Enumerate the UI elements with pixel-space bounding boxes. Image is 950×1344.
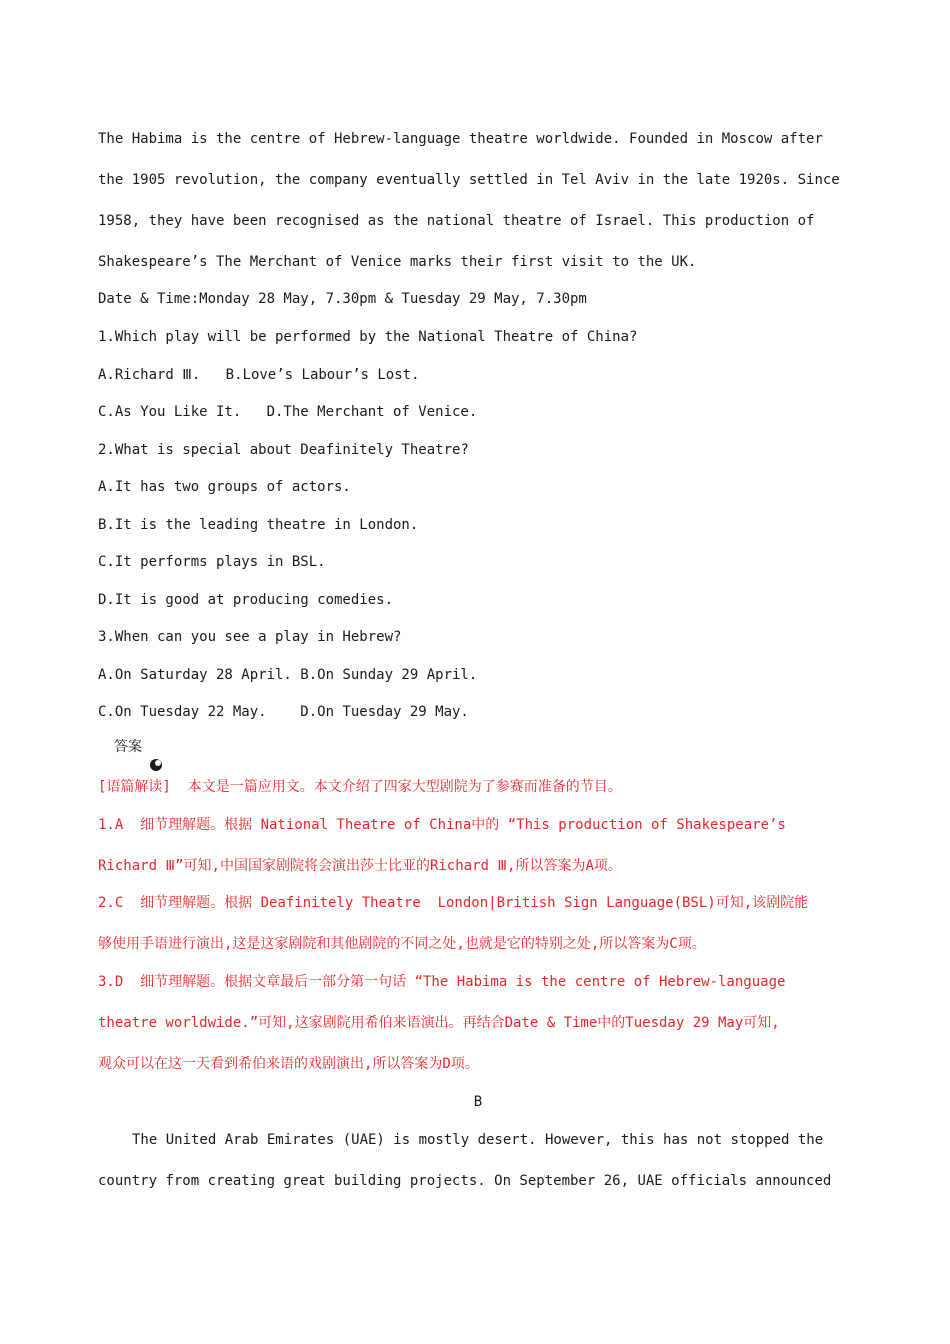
answer-1-line-1: 1.A 细节理解题。根据 National Theatre of China中的 “This production of Shakespeare’s <box>98 817 786 833</box>
date-time-line: Date & Time:Monday 28 May, 7.30pm & Tuesday 29 May, 7.30pm <box>98 291 587 307</box>
question-2-stem: 2.What is special about Deafinitely Theatre? <box>98 442 469 458</box>
answer-2-line-2: 够使用手语进行演出,这是这家剧院和其他剧院的不同之处,也就是它的特别之处,所以答案为C项。 <box>98 936 706 952</box>
passage-a-line-2: the 1905 revolution, the company eventually settled in Tel Aviv in the late 1920s. Since <box>98 172 840 188</box>
question-3-options-row-1: A.On Saturday 28 April. B.On Sunday 29 April. <box>98 667 478 683</box>
answer-heading-label: 答案 <box>114 739 142 755</box>
passage-b-line-1: The United Arab Emirates (UAE) is mostly desert. However, this has not stopped the <box>132 1132 824 1148</box>
question-2-option-b: B.It is the leading theatre in London. <box>98 517 419 533</box>
passage-b-label: B <box>473 1094 483 1110</box>
question-3-stem: 3.When can you see a play in Hebrew? <box>98 629 402 645</box>
question-2-option-d: D.It is good at producing comedies. <box>98 592 394 608</box>
question-2-option-c: C.It performs plays in BSL. <box>98 554 326 570</box>
answer-icon <box>98 740 112 754</box>
passage-a-line-1: The Habima is the centre of Hebrew-language theatre worldwide. Founded in Moscow after <box>98 131 823 147</box>
passage-a-line-3: 1958, they have been recognised as the national theatre of Israel. This production of <box>98 213 815 229</box>
answer-3-line-2: theatre worldwide.”可知,这家剧院用希伯来语演出。再结合Date & Time中的Tuesday 29 May可知, <box>98 1015 780 1031</box>
answer-2-line-1: 2.C 细节理解题。根据 Deafinitely Theatre London|British Sign Language(BSL)可知,该剧院能 <box>98 895 809 911</box>
passage-a-line-4: Shakespeare’s The Merchant of Venice marks their first visit to the UK. <box>98 254 697 270</box>
answer-heading <box>98 738 142 756</box>
reading-interpretation: [语篇解读] 本文是一篇应用文。本文介绍了四家大型剧院为了参赛而准备的节目。 <box>98 779 622 795</box>
question-1-stem: 1.Which play will be performed by the National Theatre of China? <box>98 329 638 345</box>
question-1-options-row-2: C.As You Like It. D.The Merchant of Venice. <box>98 404 478 420</box>
question-1-options-row-1: A.Richard Ⅲ. B.Love’s Labour’s Lost. <box>98 367 420 383</box>
question-3-options-row-2: C.On Tuesday 22 May. D.On Tuesday 29 May. <box>98 704 469 720</box>
answer-3-line-1: 3.D 细节理解题。根据文章最后一部分第一句话 “The Habima is the centre of Hebrew-language <box>98 974 786 990</box>
passage-b-line-2: country from creating great building projects. On September 26, UAE officials announced <box>98 1173 832 1189</box>
answer-3-line-3: 观众可以在这一天看到希伯来语的戏剧演出,所以答案为D项。 <box>98 1056 479 1072</box>
question-2-option-a: A.It has two groups of actors. <box>98 479 351 495</box>
answer-1-line-2: Richard Ⅲ”可知,中国国家剧院将会演出莎士比亚的Richard Ⅲ,所以答案为A项。 <box>98 858 622 874</box>
